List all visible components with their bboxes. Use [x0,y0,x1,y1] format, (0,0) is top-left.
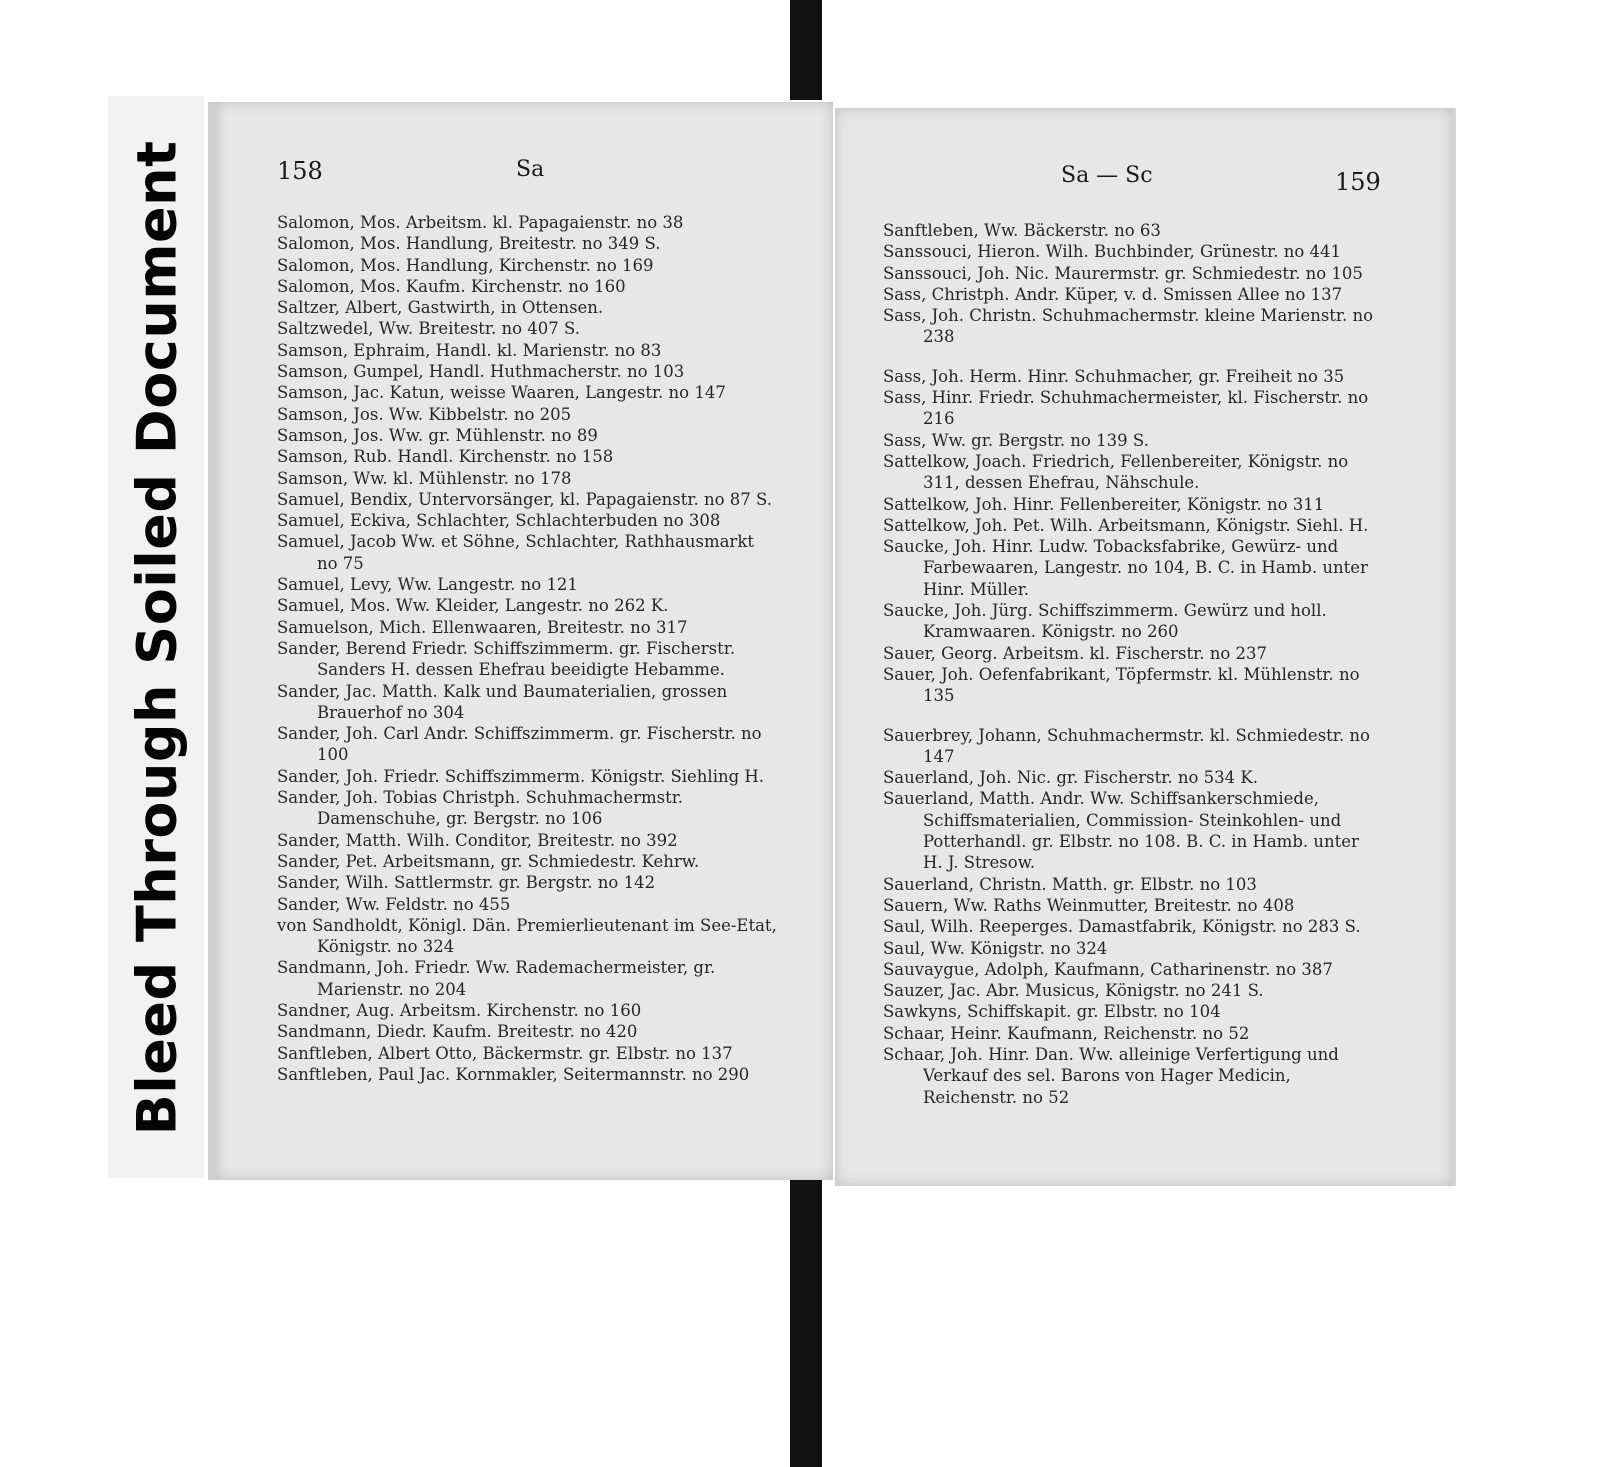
directory-entry: Sawkyns, Schiffskapit. gr. Elbstr. no 104 [883,1002,1221,1022]
directory-entry: Sandmann, Joh. Friedr. Ww. Rademachermeister, gr. Marienstr. no 204 [277,958,716,999]
directory-entry: Samuel, Bendix, Untervorsänger, kl. Papagaienstr. no 87 S. [277,489,772,509]
book-binding-bottom [790,1175,822,1467]
directory-entry: Sander, Wilh. Sattlermstr. gr. Bergstr. no 142 [277,873,656,893]
directory-entry: Sander, Jac. Matth. Kalk und Baumaterialien, grossen Brauerhof no 304 [277,681,728,722]
page-number: 158 [277,157,323,185]
directory-entry: Sauzer, Jac. Abr. Musicus, Königstr. no 241 S. [883,981,1264,1001]
directory-entry: Schaar, Joh. Hinr. Dan. Ww. alleinige Verfertigung und Verkauf des sel. Barons von Hager Medicin, Reichenstr. no 52 [883,1044,1339,1107]
directory-entry: Sandner, Aug. Arbeitsm. Kirchenstr. no 160 [277,1000,642,1020]
directory-entry: Samson, Rub. Handl. Kirchenstr. no 158 [277,447,614,467]
directory-entry: von Sandholdt, Königl. Dän. Premierlieutenant im See-Etat, Königstr. no 324 [277,915,777,957]
directory-entry: Sattelkow, Joach. Friedrich, Fellenbereiter, Königstr. no 311, dessen Ehefrau, Nähschule. [883,451,1349,493]
directory-entry: Sauerland, Joh. Nic. gr. Fischerstr. no 534 K. [883,768,1258,788]
directory-entry: Sauvaygue, Adolph, Kaufmann, Catharinenstr. no 387 [883,959,1333,979]
directory-entry: Samuel, Mos. Ww. Kleider, Langestr. no 262 K. [277,596,669,616]
directory-entry: Salomon, Mos. Arbeitsm. kl. Papagaienstr. no 38 [277,213,684,232]
directory-entry: Sanftleben, Paul Jac. Kornmakler, Seitermannstr. no 290 [277,1064,750,1084]
book-binding-top [790,0,822,100]
directory-entry: Saul, Wilh. Reeperges. Damastfabrik, Königstr. no 283 S. [883,917,1361,937]
directory-entry: Saltzwedel, Ww. Breitestr. no 407 S. [277,319,580,339]
directory-entry: Samuel, Levy, Ww. Langestr. no 121 [277,575,578,595]
directory-entry: Sander, Matth. Wilh. Conditor, Breitestr. no 392 [277,830,678,850]
directory-entries [277,212,779,1085]
directory-entry: Samuel, Jacob Ww. et Söhne, Schlachter, Rathhausmarkt no 75 [277,532,754,573]
directory-entry: Salomon, Mos. Kaufm. Kirchenstr. no 160 [277,276,626,296]
directory-entry: Salomon, Mos. Handlung, Breitestr. no 349 S. [277,234,661,254]
directory-entry: Sanssouci, Joh. Nic. Maurermstr. gr. Schmiedestr. no 105 [883,263,1363,283]
stamp-label: Bleed Through Soiled Document [125,140,189,1136]
directory-entry: Samuel, Eckiva, Schlachter, Schlachterbuden no 308 [277,511,721,531]
directory-entry: Sauer, Georg. Arbeitsm. kl. Fischerstr. no 237 [883,643,1267,663]
directory-entry: Samson, Gumpel, Handl. Huthmacherstr. no 103 [277,362,685,382]
directory-entry: Sander, Joh. Carl Andr. Schiffszimmerm. gr. Fischerstr. no 100 [277,724,762,765]
directory-entry: Schaar, Heinr. Kaufmann, Reichenstr. no 52 [883,1023,1250,1043]
directory-entry: Sauerland, Matth. Andr. Ww. Schiffsankerschmiede, Schiffsmaterialien, Commission- Steinkohlen- und Potterhandl. gr. Elbstr. no 108. B. C. in Hamb. unter H. J. Stresow. [883,789,1359,873]
left-page [208,102,833,1180]
directory-entry: Sanssouci, Hieron. Wilh. Buchbinder, Grünestr. no 441 [883,242,1342,262]
directory-entry: Sauern, Ww. Raths Weinmutter, Breitestr. no 408 [883,895,1295,915]
directory-entry: Saltzer, Albert, Gastwirth, in Ottensen. [277,298,604,318]
directory-entry: Saul, Ww. Königstr. no 324 [883,938,1108,958]
directory-entry: Samson, Jos. Ww. Kibbelstr. no 205 [277,404,572,424]
directory-entry: Sass, Christph. Andr. Küper, v. d. Smissen Allee no 137 [883,284,1343,304]
directory-entry: Samson, Ww. kl. Mühlenstr. no 178 [277,468,572,488]
directory-entry: Sander, Berend Friedr. Schiffszimmerm. gr. Fischerstr. Sanders H. dessen Ehefrau beeidigte Hebamme. [277,638,736,680]
directory-entry: Sander, Ww. Feldstr. no 455 [277,894,511,914]
directory-entry: Sanftleben, Albert Otto, Bäckermstr. gr. Elbstr. no 137 [277,1043,733,1063]
directory-entry: Sattelkow, Joh. Pet. Wilh. Arbeitsmann, Königstr. Siehl. H. [883,515,1369,535]
directory-entry: Sass, Hinr. Friedr. Schuhmachermeister, kl. Fischerstr. no 216 [883,388,1369,429]
directory-entry: Sauer, Joh. Oefenfabrikant, Töpfermstr. kl. Mühlenstr. no 135 [883,664,1360,706]
directory-entry: Sauerbrey, Johann, Schuhmachermstr. kl. Schmiedestr. no 147 [883,725,1370,766]
directory-entry: Sattelkow, Joh. Hinr. Fellenbereiter, Königstr. no 311 [883,494,1325,514]
directory-entry: Sauerland, Christn. Matth. gr. Elbstr. no 103 [883,874,1257,894]
directory-entry: Sander, Pet. Arbeitsmann, gr. Schmiedestr. Kehrw. [277,851,700,871]
directory-entries [883,220,1383,1108]
directory-entry: Samson, Jac. Katun, weisse Waaren, Langestr. no 147 [277,383,726,403]
directory-entry: Samson, Jos. Ww. gr. Mühlenstr. no 89 [277,425,598,445]
directory-entry: Samson, Ephraim, Handl. kl. Marienstr. no 83 [277,340,662,360]
directory-entry: Sander, Joh. Tobias Christph. Schuhmachermstr. Damenschuhe, gr. Bergstr. no 106 [277,788,684,829]
directory-entry: Sass, Joh. Herm. Hinr. Schuhmacher, gr. Freiheit no 35 [883,366,1345,386]
directory-entry: Sass, Ww. gr. Bergstr. no 139 S. [883,430,1149,450]
right-page [835,108,1456,1186]
page-number: 159 [1335,168,1381,196]
directory-entry: Sass, Joh. Christn. Schuhmachermstr. kleine Marienstr. no 238 [883,306,1374,347]
directory-entry: Salomon, Mos. Handlung, Kirchenstr. no 169 [277,255,654,275]
directory-entry: Sander, Joh. Friedr. Schiffszimmerm. Königstr. Siehling H. [277,766,765,786]
directory-entry: Saucke, Joh. Hinr. Ludw. Tobacksfabrike, Gewürz- und Farbewaaren, Langestr. no 104, B. C. in Hamb. unter Hinr. Müller. [883,537,1368,599]
directory-entry: Sanftleben, Ww. Bäckerstr. no 63 [883,221,1161,240]
running-head: Sa [516,157,545,182]
running-head: Sa — Sc [1061,163,1153,188]
directory-entry: Samuelson, Mich. Ellenwaaren, Breitestr. no 317 [277,617,688,637]
directory-entry: Sandmann, Diedr. Kaufm. Breitestr. no 420 [277,1022,638,1042]
directory-entry: Saucke, Joh. Jürg. Schiffszimmerm. Gewürz und holl. Kramwaaren. Königstr. no 260 [883,601,1327,642]
